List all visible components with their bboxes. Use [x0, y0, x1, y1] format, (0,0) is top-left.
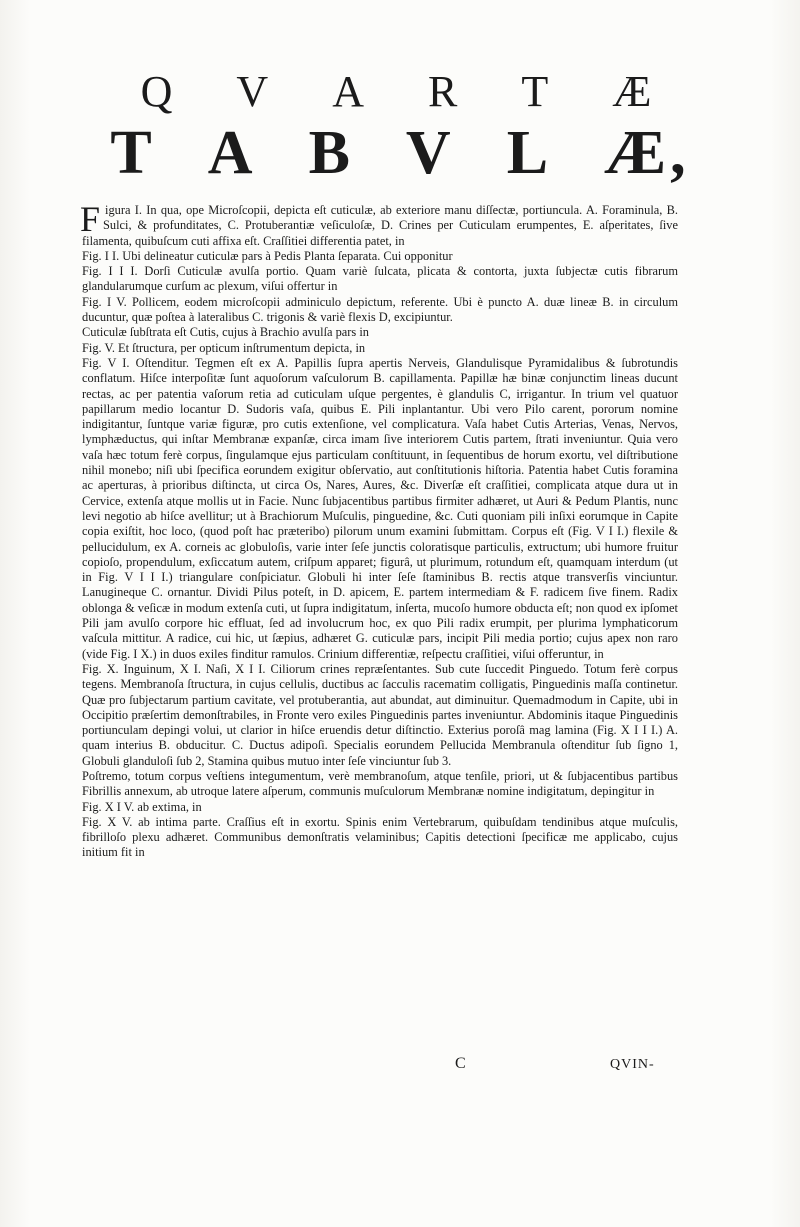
catchword: QVIN- — [610, 1057, 655, 1072]
paragraph-fig-14: Fig. X I V. ab extima, in — [82, 799, 202, 814]
heading-letter: A — [207, 119, 257, 187]
paragraph-fig-6: Fig. V I. Oſtenditur. Tegmen eſt ex A. Papillis ſupra apertis Nerveis, Glandulisque Pyramidalibus & ſubrotundis conflatum. Hiſce interpoſitæ ſunt aquoſorum vaſculorum B. capillamenta. Papillæ hæ binæ conjunctim lineas ducunt rectas, ac per patentia vaſorum retia ad cuticulam uſque pergentes, è glandulis C, irrigantur. In trium vel quatuor papillarum medio locantur D. Sudoris vaſa, quibus E. Pili inplantantur. Ubi vero Pilo carent, pororum nomine indigitantur, ſuntque variæ figuræ, pro cutis extenſione, vel complicatura. Vaſa habet Cutis Arterias, Venas, Nervos, lymphæductus, qui inſtar Membranæ expanſæ, circa imam ſive interiorem Cutis partem, ſtrati inveniuntur. Quia vero vaſa hæc totum ferè corpus, ſingulamque ejus particulam conſtituunt, in ſequentibus de horum exortu, vel diſtributione nihil monebo; niſi ubi ſpecifica eorundem exigitur obſervatio, aut conſtitutionis hiſtoria. Patentia habet Cutis foramina ac aperturas, à prioribus diſtincta, ut circa Os, Nares, Aures, &c. Diverſæ eſt craſſitiei, complicata atque dura ut in Cervice, extenſa atque mollis ut in Facie. Nunc ſubjacentibus partibus firmiter adhæret, ut Auri & Pedum Plantis, nunc levi negotio ab hiſce avellitur; ut à Brachiorum Muſculis, pinguedine, &c. Cuti quoniam pili inſixi eorumque in Capite copia exiſtit, hoc loco, (quod poſt hac præteribo) pilorum unum examini ſubmittam. Corpus eſt (Fig. V I I.) flexile & pellucidulum, ex A. corneis ac globuloſis, varie inter ſeſe junctis coloratisque particulis, extructum; ubi humore fruitur copioſo, propendulum, exſiccatum autem, criſpum apparet; figurâ, ut plurimum, rotundum eſt, quamquam interdum (ut in Fig. V I I I.) triangulare conſpiciatur. Globuli hi inter ſeſe ſtaminibus B. rectis atque transverſis vinciuntur. Lanugineque C. ornantur. Dividi Pilus poteſt, in D. apicem, E. partem intermediam & F. radicem ſive finem. Radix oblonga & veſicæ in modum extenſa cuti, ut ſupra indigitatum, inſerta, mucoſo humore obducta eſt; non quod ex ipſomet Pili jam avulſo corpore hic effluat, ſed ad involucrum hoc, ex quo Pili radix erumpit, per plurima lymphaticorum vaſcula mittitur. A radice, cui hic, ut ſæpius, adhæret G. cuticulæ pars, incipit Pili media portio; cujus apex non raro (vide Fig. I X.) in duos exiles finditur ramulos. Crinium differentiæ, reſpectu craſſitiei, viſui offeruntur, in — [82, 355, 678, 661]
heading-letter: T — [521, 67, 557, 116]
heading-letter: L — [506, 119, 553, 187]
heading-letter: A — [332, 67, 372, 116]
paragraph-fig-2: Fig. I I. Ubi delineatur cuticulæ pars à Pedis Planta ſeparata. Cui opponitur — [82, 248, 453, 263]
heading-letter: B — [308, 119, 354, 187]
heading-line-2 — [0, 118, 800, 189]
heading-line-1 — [0, 66, 800, 117]
paragraph-fig-3: Fig. I I I. Dorſi Cuticulæ avulſa portio. Quam variè ſulcata, plicata & contorta, juxta ſubjectæ cutis fibrarum glandularumque curſum ac plexum, viſui offertur in — [82, 264, 678, 294]
paragraph-fig-1: Figura I. In qua, ope Microſcopii, depicta eſt cuticulæ, ab exteriore manu diſſectæ, portiuncula. A. Foraminula, B. Sulci, & profunditates, C. Protuberantiæ veſiculoſæ, D. Crines per Cuticulam erumpentes, E. aſperitates, ſive filamenta, quibuſcum cuti affixa eſt. Craſſitiei differentia patet, in — [80, 199, 678, 248]
paragraph-postremo: Poſtremo, totum corpus veſtiens integumentum, verè membranoſum, atque tenſile, priori, ut & ſubjacentibus partibus Fibrillis annexum, ab utroque latere aſperum, communis muſculorum Membranæ nomine indigitatum, depingitur in — [82, 768, 678, 799]
heading-letter: Æ, — [604, 119, 690, 187]
paragraph-cutis: Cuticulæ ſubſtrata eſt Cutis, cujus à Brachio avulſa pars in — [82, 325, 369, 340]
paragraph-fig-15: Fig. X V. ab intima parte. Craſſius eſt in exortu. Spinis enim Vertebrarum, quibuſdam tendinibus atque muſculis, fibrilloſo plexu adhæret. Communibus demonſtratis velaminibus; Capitis detectioni ſpecificæ me applicabo, cujus initium fit in — [82, 814, 678, 860]
heading-letter: V — [236, 67, 277, 116]
signature-mark: C — [455, 1055, 466, 1072]
paragraph-fig-5: Fig. V. Et ſtructura, per opticum inſtrumentum depicta, in — [82, 340, 366, 355]
heading-letter: T — [110, 119, 156, 187]
body-text — [80, 199, 678, 861]
paragraph-fig-10: Fig. X. Inguinum, X I. Naſi, X I I. Ciliorum crines repræſentantes. Sub cute ſuccedit Pinguedo. Totum ferè corpus tegens. Membranoſa ſtructura, in cujus cellulis, ductibus ac ſacculis racematim colligatis, Pinguedinis maſſa continetur. Quæ pro ſubjectarum partium cavitate, vel protuberantia, aut abundat, aut diminuitur. Quemadmodum in Capite, ubi in Occipitio præſertim demonſtrabiles, in Fronte vero exiles Pinguedinis partes inveniuntur. Abdominis itaque Pinguedinis portiunculam depingi volui, ut clarior in hiſce eruendis detur diſtinctio. Exterius poroſâ mag lamina (Fig. X I I I.) A. quam interius B. obducitur. C. Ductus adipoſi. Specialis eorundem Pellucida Membranula oſtenditur ſub ſigno 1, Globuli glanduloſi ſub 2, Stamina quibus mutuo inter ſeſe vinciuntur ſub 3. — [82, 661, 678, 768]
heading-letter: Q — [140, 67, 181, 116]
heading-letter: Æ — [612, 67, 660, 116]
paragraph-fig-4: Fig. I V. Pollicem, eodem microſcopii adminiculo depictum, referente. Ubi è puncto A. duæ lineæ B. in circulum ducuntur, quæ poſtea à lateralibus C. trigonis & variè flexis D, excipiuntur. — [82, 294, 678, 325]
heading-letter: V — [405, 119, 455, 187]
heading-letter: R — [427, 67, 466, 116]
